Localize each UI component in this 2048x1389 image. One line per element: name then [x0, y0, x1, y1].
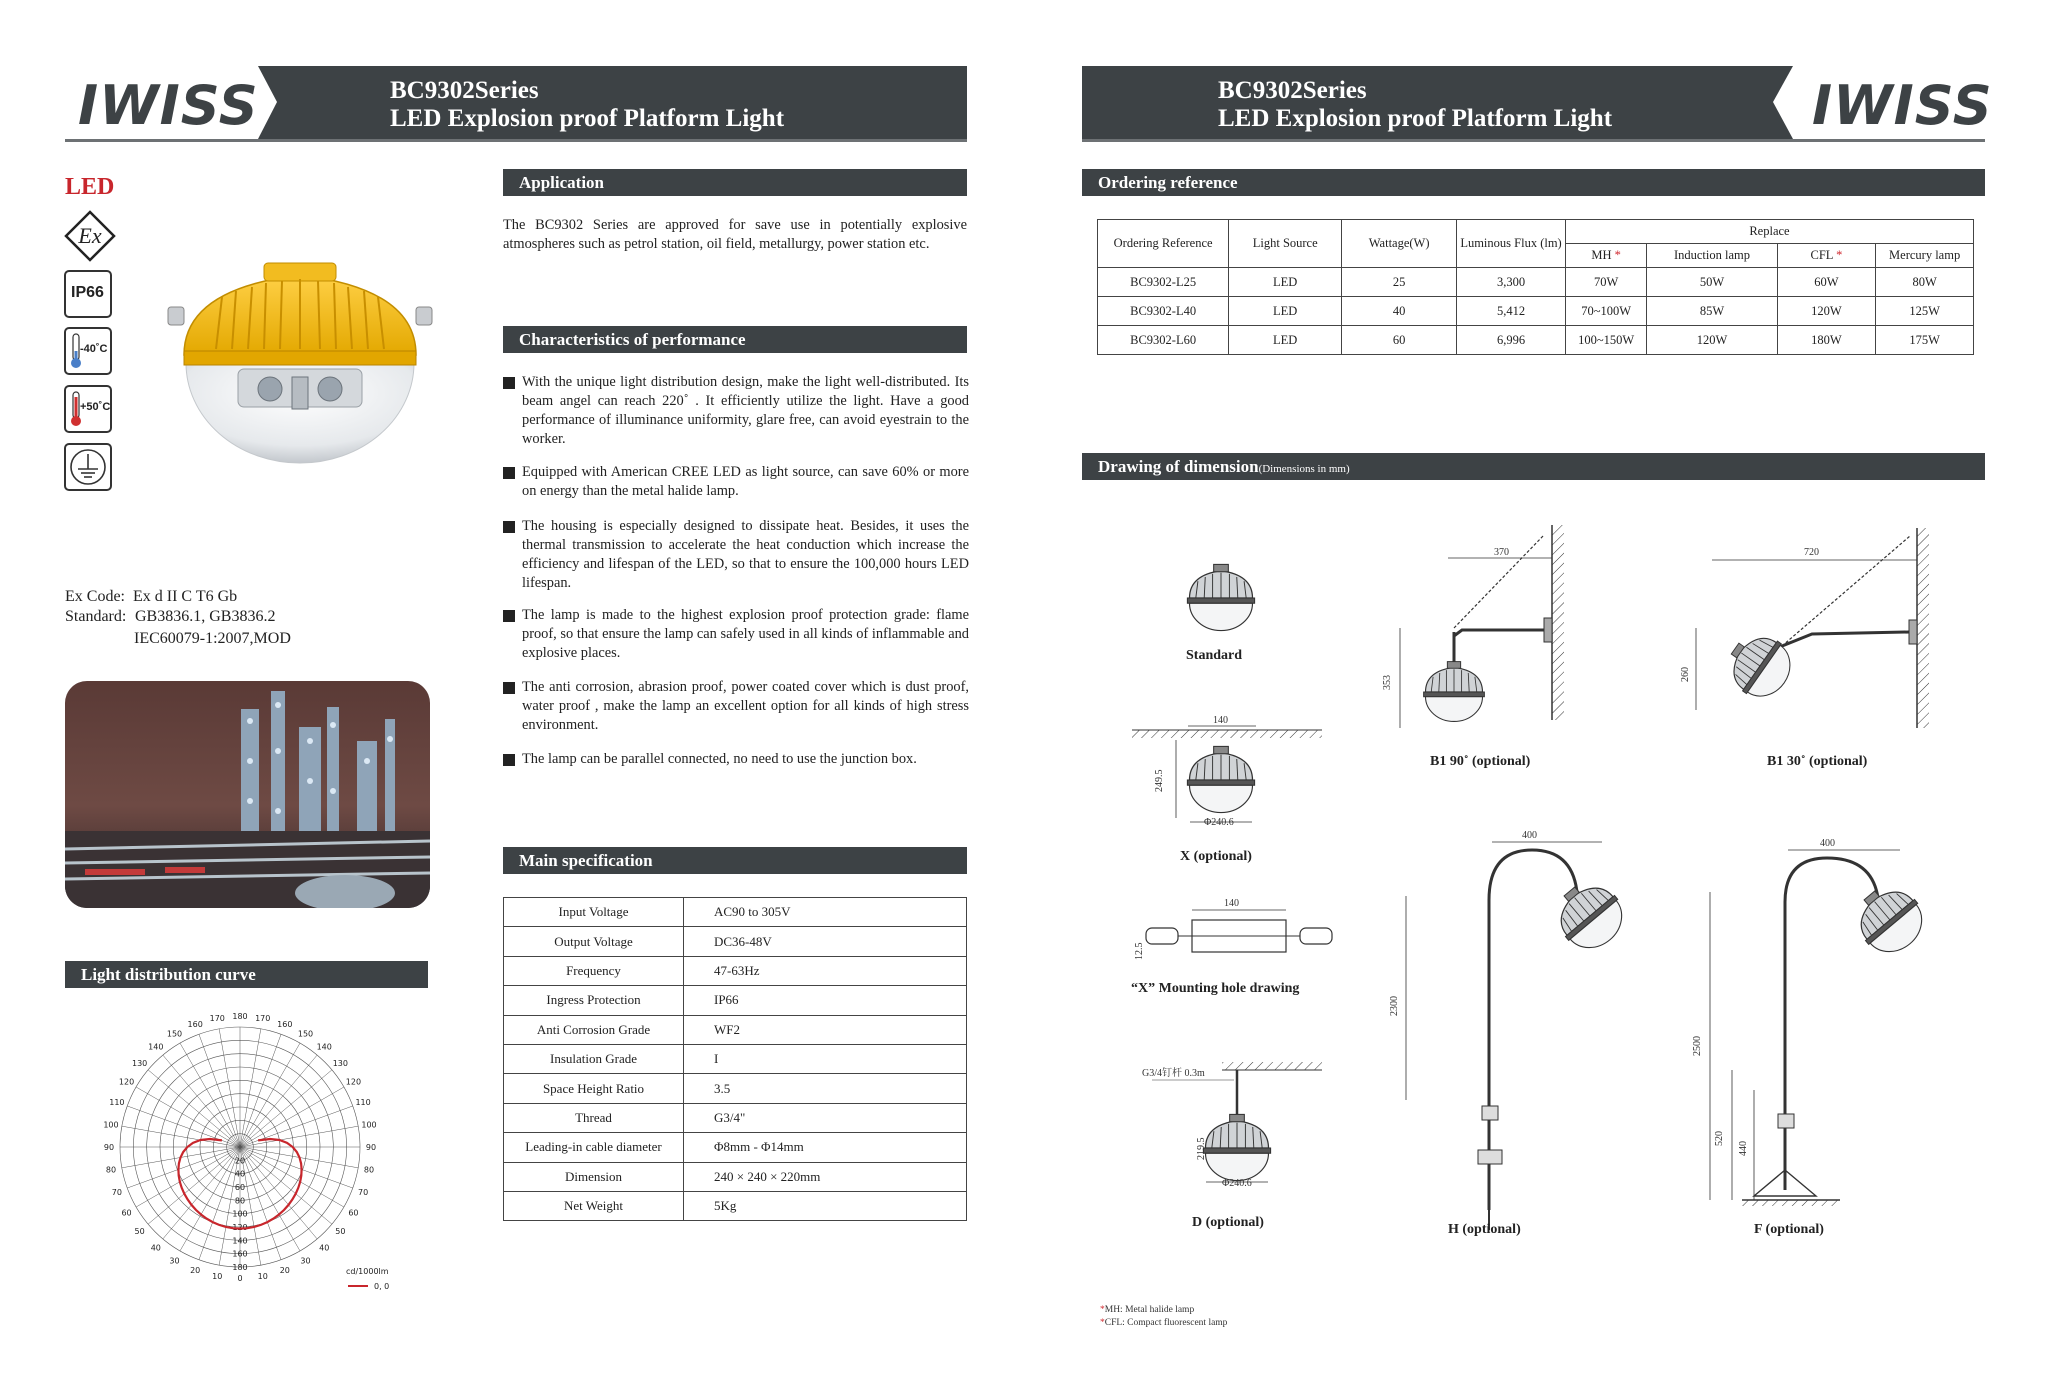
svg-text:400: 400 — [1820, 838, 1835, 849]
svg-text:12.5: 12.5 — [1134, 942, 1145, 960]
polar-angle-label: 160 — [187, 1019, 203, 1029]
col-wattage: Wattage(W) — [1342, 220, 1457, 268]
spec-key: Anti Corrosion Grade — [504, 1015, 684, 1044]
polar-angle-label: 110 — [355, 1098, 371, 1108]
characteristic-item: The anti corrosion, abrasion proof, power coated cover which is dust proof, water proof , make the lamp an excellent option for all kinds of high stress environment. — [503, 678, 969, 735]
spec-row — [504, 986, 967, 1015]
polar-angle-label: 90 — [103, 1143, 115, 1152]
spec-row — [504, 1103, 967, 1132]
spec-row — [504, 956, 967, 985]
polar-angle-label: 170 — [255, 1013, 271, 1023]
polar-angle-label: 30 — [300, 1256, 311, 1266]
spec-key: Input Voltage — [504, 898, 684, 927]
product-lamp-image — [160, 245, 440, 475]
spec-key: Ingress Protection — [504, 986, 684, 1015]
polar-angle-label: 90 — [365, 1143, 377, 1152]
characteristic-item: The lamp can be parallel connected, no need to use the junction box. — [503, 750, 969, 769]
caption-h: H (optional) — [1448, 1222, 1521, 1237]
col-replace: Replace — [1565, 220, 1973, 244]
polar-radial-label: 40 — [234, 1169, 246, 1179]
col-ordering-reference: Ordering Reference — [1098, 220, 1229, 268]
caption-d: D (optional) — [1192, 1215, 1264, 1230]
left-product-title: LED Explosion proof Platform Light — [390, 105, 785, 132]
spec-row — [504, 1162, 967, 1191]
high-temp-label: +50˚C — [80, 401, 111, 413]
col-light-source: Light Source — [1229, 220, 1342, 268]
polar-angle-label: 120 — [345, 1077, 362, 1087]
polar-angle-label: 170 — [209, 1013, 225, 1023]
spec-key: Dimension — [504, 1162, 684, 1191]
polar-angle-label: 40 — [319, 1243, 330, 1253]
caption-f: F (optional) — [1754, 1222, 1824, 1237]
polar-angle-label: 10 — [212, 1272, 223, 1282]
ordering-cell: 100~150W — [1565, 326, 1646, 355]
polar-legend-label: 0, 0 — [374, 1282, 390, 1291]
ordering-cell: LED — [1229, 297, 1342, 326]
characteristic-item: The housing is especially designed to dissipate heat. Besides, it uses the thermal transmission to accelerate the heat conduction which increase the efficiency and lifespan of the LED, so that to ensure the 100,000 hours LED lifespan. — [503, 517, 969, 593]
polar-angle-label: 140 — [148, 1042, 164, 1052]
polar-angle-label: 80 — [105, 1165, 117, 1175]
ordering-cell: 50W — [1647, 268, 1777, 297]
svg-text:370: 370 — [1494, 547, 1509, 558]
dimension-title: Drawing of dimension — [1098, 457, 1259, 476]
polar-angle-label: 0 — [237, 1274, 243, 1283]
svg-text:353: 353 — [1382, 675, 1393, 690]
svg-text:2500: 2500 — [1692, 1036, 1703, 1056]
ordering-row — [1098, 297, 1974, 326]
ex-code-value: Ex d II C T6 Gb — [133, 588, 238, 605]
polar-angle-label: 20 — [279, 1266, 290, 1276]
footnote-mh: *MH: Metal halide lamp — [1100, 1305, 1195, 1315]
polar-radial-label: 100 — [232, 1209, 248, 1219]
ordering-section-title: Ordering reference — [1082, 169, 1985, 196]
ip66-icon — [64, 270, 112, 318]
spec-key: Space Height Ratio — [504, 1074, 684, 1103]
spec-row — [504, 1191, 967, 1220]
polar-angle-label: 130 — [332, 1058, 348, 1068]
svg-text:219.5: 219.5 — [1196, 1137, 1207, 1160]
characteristic-item: With the unique light distribution design, make the light well-distributed. Its beam angel can reach 220˚ . It efficiently utilize the light. Have a good performance of illuminance uniformity, glare free, can avoid eyestrain to the worker. — [503, 373, 969, 449]
polar-radial-label: 120 — [232, 1223, 248, 1232]
spec-key: Leading-in cable diameter — [504, 1133, 684, 1162]
spec-value: 5Kg — [684, 1191, 967, 1220]
polar-radial-label: 60 — [234, 1183, 246, 1192]
spec-value: DC36-48V — [684, 927, 967, 956]
polar-angle-label: 10 — [257, 1272, 268, 1282]
polar-angle-label: 60 — [348, 1208, 359, 1218]
col-cfl: CFL * — [1777, 244, 1876, 268]
main-spec-table — [503, 897, 967, 1221]
ground-icon — [64, 443, 112, 491]
svg-text:140: 140 — [1213, 715, 1228, 726]
ordering-cell: 40 — [1342, 297, 1457, 326]
characteristic-item: Equipped with American CREE LED as light source, can save 60% or more on energy than the metal halide lamp. — [503, 463, 969, 501]
main-spec-section-title: Main specification — [503, 847, 967, 874]
svg-text:720: 720 — [1804, 547, 1819, 558]
right-header-edge — [1082, 139, 1985, 142]
polar-angle-label: 50 — [134, 1227, 145, 1237]
spec-row — [504, 927, 967, 956]
spec-row — [504, 898, 967, 927]
spec-value: WF2 — [684, 1015, 967, 1044]
polar-angle-label: 110 — [109, 1098, 125, 1108]
low-temp-icon — [64, 327, 112, 375]
low-temp-label: -40˚C — [80, 343, 108, 355]
ex-code-label: Ex Code: — [65, 588, 125, 605]
ordering-cell: 120W — [1647, 326, 1777, 355]
polar-angle-label: 180 — [232, 1012, 248, 1021]
ordering-cell: 125W — [1876, 297, 1974, 326]
ordering-cell: 70W — [1565, 268, 1646, 297]
characteristic-item: The lamp is made to the highest explosion proof protection grade: flame proof, so that ensure the lamp can safely used in all kinds of inflammable and explosive places. — [503, 606, 969, 663]
caption-b1-90: B1 90˚ (optional) — [1430, 754, 1531, 769]
polar-angle-label: 80 — [363, 1165, 375, 1175]
ex-mark-icon — [64, 210, 116, 262]
polar-radial-label: 140 — [232, 1236, 248, 1246]
polar-angle-label: 160 — [277, 1019, 293, 1029]
standard-label: Standard: — [65, 608, 127, 625]
spec-key: Net Weight — [504, 1191, 684, 1220]
left-header-edge — [65, 139, 967, 142]
polar-angle-label: 130 — [132, 1058, 148, 1068]
polar-radial-label: 20 — [234, 1156, 246, 1166]
polar-angle-label: 140 — [316, 1042, 332, 1052]
ordering-table — [1097, 219, 1974, 355]
col-induction: Induction lamp — [1647, 244, 1777, 268]
caption-b1-30: B1 30˚ (optional) — [1767, 754, 1868, 769]
dimension-drawings — [1082, 510, 1985, 1270]
refinery-night-photo — [65, 681, 430, 908]
spec-row — [504, 1133, 967, 1162]
high-temp-icon — [64, 385, 112, 433]
polar-angle-label: 50 — [335, 1227, 346, 1237]
application-section-title: Application — [503, 169, 967, 196]
ordering-cell: BC9302-L60 — [1098, 326, 1229, 355]
polar-radial-label: 180 — [232, 1263, 248, 1272]
polar-angle-label: 100 — [103, 1120, 119, 1130]
svg-text:Φ240.6: Φ240.6 — [1204, 817, 1234, 828]
ordering-cell: BC9302-L40 — [1098, 297, 1229, 326]
col-mh: MH * — [1565, 244, 1646, 268]
ordering-cell: 70~100W — [1565, 297, 1646, 326]
spec-value: G3/4" — [684, 1103, 967, 1132]
polar-radial-label: 160 — [232, 1249, 248, 1259]
right-series-title: BC9302Series — [1218, 77, 1367, 104]
ordering-cell: LED — [1229, 268, 1342, 297]
col-luminous-flux: Luminous Flux (lm) — [1457, 220, 1566, 268]
ordering-cell: 85W — [1647, 297, 1777, 326]
spec-value: AC90 to 305V — [684, 898, 967, 927]
ordering-row — [1098, 268, 1974, 297]
ordering-cell: 180W — [1777, 326, 1876, 355]
polar-radial-label: 80 — [234, 1196, 246, 1206]
ground-symbol-icon — [68, 447, 108, 487]
polar-angle-label: 150 — [297, 1029, 314, 1039]
polar-angle-label: 40 — [150, 1243, 161, 1253]
right-product-title: LED Explosion proof Platform Light — [1218, 105, 1613, 132]
svg-text:2300: 2300 — [1389, 996, 1400, 1016]
svg-text:400: 400 — [1522, 830, 1537, 841]
ordering-cell: 80W — [1876, 268, 1974, 297]
footnote-cfl: *CFL: Compact fluorescent lamp — [1100, 1318, 1228, 1328]
spec-value: I — [684, 1044, 967, 1073]
svg-text:G3/4钉杆 0.3m: G3/4钉杆 0.3m — [1142, 1068, 1205, 1079]
standard-value-2: IEC60079-1:2007,MOD — [134, 630, 291, 647]
polar-angle-label: 100 — [361, 1120, 377, 1130]
ordering-cell: 5,412 — [1457, 297, 1566, 326]
ordering-cell: 25 — [1342, 268, 1457, 297]
polar-angle-label: 70 — [111, 1187, 122, 1197]
caption-x: X (optional) — [1180, 849, 1252, 864]
caption-standard: Standard — [1186, 648, 1243, 663]
svg-text:260: 260 — [1680, 667, 1691, 682]
ordering-cell: 6,996 — [1457, 326, 1566, 355]
svg-text:249.5: 249.5 — [1154, 769, 1165, 792]
spec-value: 240 × 240 × 220mm — [684, 1162, 967, 1191]
polar-unit-label: cd/1000lm — [346, 1267, 389, 1276]
ordering-cell: BC9302-L25 — [1098, 268, 1229, 297]
polar-angle-label: 30 — [169, 1256, 180, 1266]
caption-x-mounting-hole: “X” Mounting hole drawing — [1131, 981, 1300, 996]
ordering-cell: LED — [1229, 326, 1342, 355]
svg-text:520: 520 — [1714, 1131, 1725, 1146]
brand-logo-left: IWISS — [78, 74, 259, 137]
spec-row — [504, 1074, 967, 1103]
ordering-row — [1098, 326, 1974, 355]
polar-angle-label: 70 — [358, 1187, 369, 1197]
ordering-cell: 3,300 — [1457, 268, 1566, 297]
svg-text:440: 440 — [1738, 1141, 1749, 1156]
polar-angle-label: 60 — [121, 1208, 132, 1218]
brand-logo-right: IWISS — [1812, 74, 1993, 137]
dimension-section-title — [1082, 453, 1985, 480]
polar-angle-label: 20 — [190, 1266, 201, 1276]
spec-value: 3.5 — [684, 1074, 967, 1103]
svg-text:Ex: Ex — [78, 223, 102, 248]
spec-value: Φ8mm - Φ14mm — [684, 1133, 967, 1162]
standard-value-1: GB3836.1, GB3836.2 — [135, 608, 276, 625]
ordering-cell: 60 — [1342, 326, 1457, 355]
light-curve-section-title: Light distribution curve — [65, 961, 428, 988]
polar-angle-label: 150 — [166, 1029, 183, 1039]
application-text: The BC9302 Series are approved for save use in potentially explosive atmospheres such as petrol station, oil field, metallurgy, power station etc. — [503, 217, 967, 252]
spec-row — [504, 1044, 967, 1073]
ip66-icon-label: IP66 — [71, 284, 104, 301]
spec-row — [504, 1015, 967, 1044]
spec-key: Frequency — [504, 956, 684, 985]
light-distribution-polar-chart — [90, 1012, 420, 1317]
spec-value: IP66 — [684, 986, 967, 1015]
led-label: LED — [65, 174, 115, 200]
spec-key: Output Voltage — [504, 927, 684, 956]
dimension-subtitle: (Dimensions in mm) — [1258, 463, 1350, 475]
characteristics-section-title: Characteristics of performance — [503, 326, 967, 353]
left-series-title: BC9302Series — [390, 77, 539, 104]
ordering-cell: 175W — [1876, 326, 1974, 355]
ordering-cell: 120W — [1777, 297, 1876, 326]
spec-value: 47-63Hz — [684, 956, 967, 985]
spec-key: Insulation Grade — [504, 1044, 684, 1073]
spec-key: Thread — [504, 1103, 684, 1132]
svg-text:Φ240.6: Φ240.6 — [1222, 1178, 1252, 1189]
polar-angle-label: 120 — [118, 1077, 135, 1087]
svg-text:140: 140 — [1224, 898, 1239, 909]
col-mercury: Mercury lamp — [1876, 244, 1974, 268]
ordering-cell: 60W — [1777, 268, 1876, 297]
